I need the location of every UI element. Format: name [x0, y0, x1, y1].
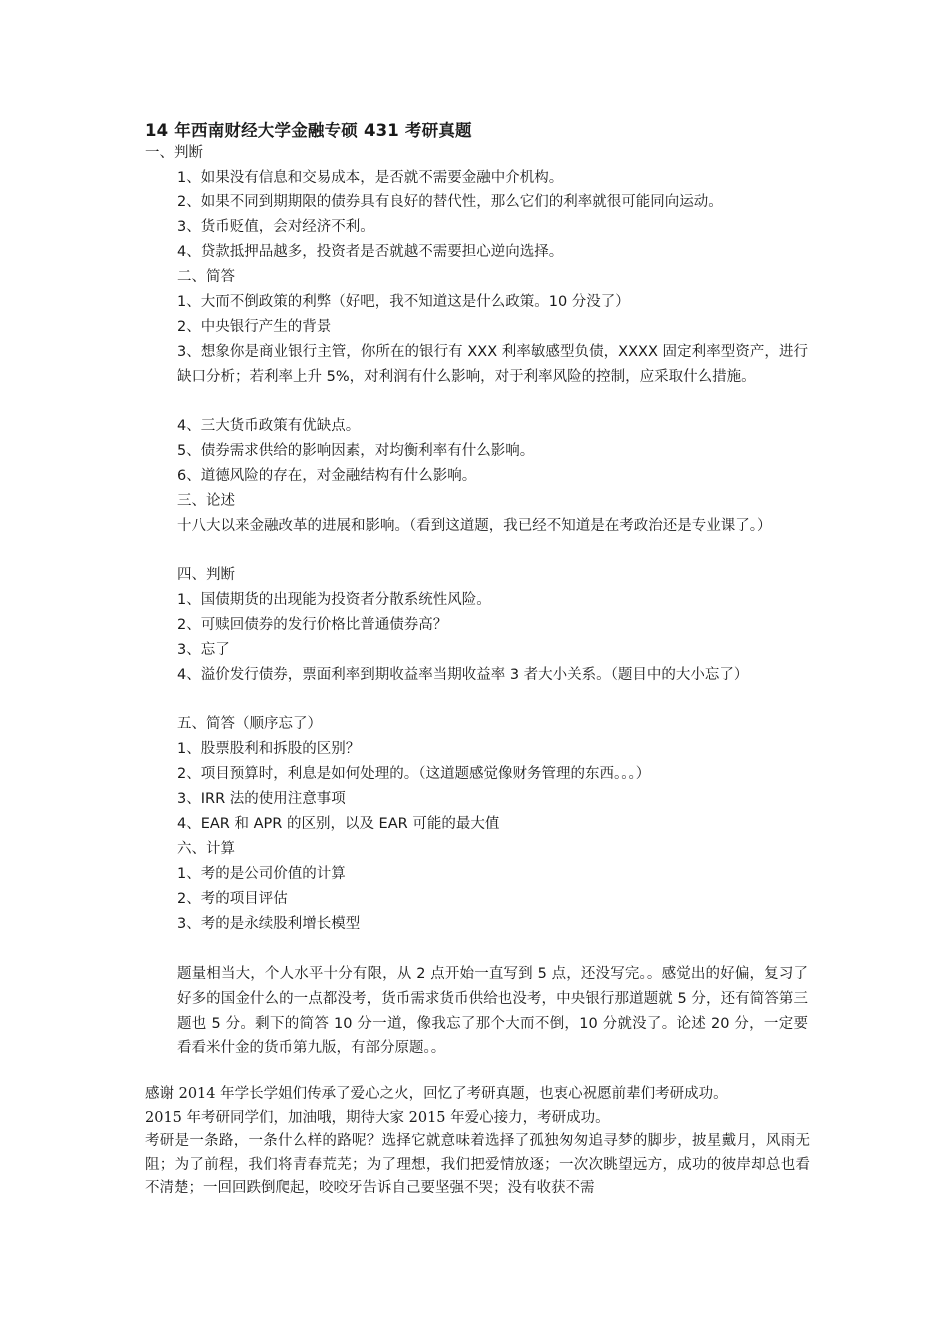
closing-line: 2015 年考研同学们，加油哦，期待大家 2015 年爱心接力，考研成功。 [145, 1109, 610, 1126]
list-item: 4、贷款抵押品越多，投资者是否就越不需要担心逆向选择。 [177, 244, 564, 260]
list-item: 1、考的是公司价值的计算 [177, 866, 346, 882]
document-title: 14 年西南财经大学金融专硕 431 考研真题 [145, 121, 472, 140]
list-item: 2、中央银行产生的背景 [177, 319, 332, 335]
list-item: 3、忘了 [177, 642, 230, 658]
list-item: 2、如果不同到期期限的债券具有良好的替代性，那么它们的利率就很可能同向运动。 [177, 194, 723, 210]
list-item: 1、如果没有信息和交易成本，是否就不需要金融中介机构。 [177, 170, 564, 186]
section-heading-short-answer: 二、简答 [177, 269, 235, 285]
list-item: 6、道德风险的存在，对金融结构有什么影响。 [177, 468, 477, 484]
section-heading-essay: 三、论述 [177, 493, 235, 509]
list-item: 1、股票股利和拆股的区别？ [177, 741, 361, 757]
exam-summary: 题量相当大，个人水平十分有限，从 2 点开始一直写到 5 点，还没写完。。感觉出的好偏，复习了好多的国金什么的一点都没考，货币需求货币供给也没考，中央银行那道题就 5 分，还有简答第三题也 5 分。剩下的简答 10 分一道，像我忘了那个大而不倒，10 分就没了。论述 20 分，一定要看看米什金的货币第九版，有部分原题。。 [177, 966, 808, 1057]
section-heading-judgement: 一、判断 [145, 145, 203, 161]
list-item: 4、三大货币政策有优缺点。 [177, 418, 361, 434]
list-item: 2、考的项目评估 [177, 891, 288, 907]
list-item: 1、大而不倒政策的利弊（好吧，我不知道这是什么政策。10 分没了） [177, 294, 630, 310]
list-item: 3、IRR 法的使用注意事项 [177, 791, 346, 807]
closing-paragraph: 考研是一条路，一条什么样的路呢？选择它就意味着选择了孤独匆匆追寻梦的脚步，披星戴月，风雨无阻；为了前程，我们将青春荒芜；为了理想，我们把爱情放逐；一次次眺望远方，成功的彼岸却总也看不清楚；一回回跌倒爬起，咬咬牙告诉自己要坚强不哭；没有收获不需 [145, 1133, 810, 1197]
list-item: 1、国债期货的出现能为投资者分散系统性风险。 [177, 592, 491, 608]
list-item: 5、债券需求供给的影响因素，对均衡利率有什么影响。 [177, 443, 535, 459]
section-heading-calculation: 六、计算 [177, 841, 235, 857]
section-heading-short-answer-2: 五、简答（顺序忘了） [177, 716, 322, 732]
list-item: 2、项目预算时，利息是如何处理的。（这道题感觉像财务管理的东西。。。） [177, 766, 651, 782]
list-item: 4、EAR 和 APR 的区别，以及 EAR 可能的最大值 [177, 816, 500, 832]
essay-question: 十八大以来金融改革的进展和影响。（看到这道题，我已经不知道是在考政治还是专业课了。） [177, 518, 772, 534]
closing-line: 感谢 2014 年学长学姐们传承了爱心之火，回忆了考研真题，也衷心祝愿前辈们考研成功。 [145, 1086, 728, 1102]
list-item: 3、考的是永续股利增长模型 [177, 916, 361, 932]
list-item: 3、想象你是商业银行主管，你所在的银行有 XXX 利率敏感型负债，XXXX 固定利率型资产，进行缺口分析；若利率上升 5%，对利润有什么影响，对于利率风险的控制，应采取什么措施。 [177, 344, 808, 385]
list-item: 4、溢价发行债券，票面利率到期收益率当期收益率 3 者大小关系。（题目中的大小忘了） [177, 667, 749, 683]
list-item: 3、货币贬值，会对经济不利。 [177, 219, 375, 235]
closing-note [145, 1083, 810, 1201]
section-heading-judgement-2: 四、判断 [177, 567, 235, 583]
list-item: 2、可赎回债券的发行价格比普通债券高？ [177, 617, 448, 633]
